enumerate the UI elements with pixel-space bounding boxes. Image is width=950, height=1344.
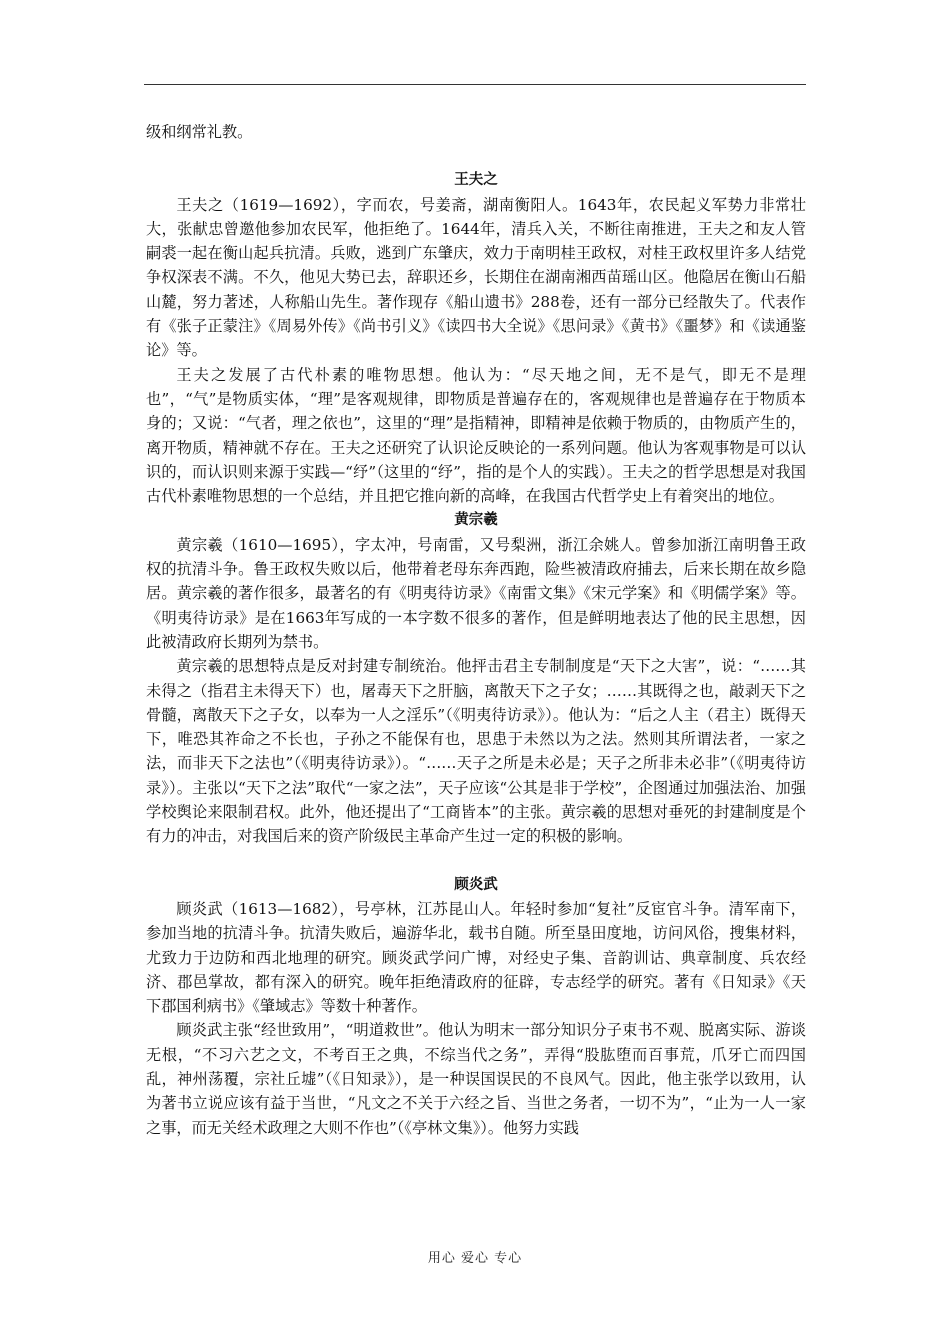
- paragraph: 王夫之发展了古代朴素的唯物思想。他认为：“尽天地之间，无不是气，即无不是理也”，“气”是物质实体，“理”是客观规律，即物质是普遍存在的，客观规律也是普遍存在于物质本身的；又说：“气者，理之依也”，这里的“理”是指精神，即精神是依赖于物质的，由物质产生的，离开物质，精神就不存在。王夫之还研究了认识论反映论的一系列问题。他认为客观事物是可以认识的，而认识则来源于实践—“纾”（这里的“纾”，指的是个人的实践）。王夫之的哲学思想是对我国古代朴素唯物思想的一个总结，并且把它推向新的高峰，在我国古代哲学史上有着突出的地位。: [146, 365, 806, 506]
- paragraph: 顾炎武主张“经世致用”，“明道救世”。他认为明末一部分知识分子束书不观、脱离实际、游谈无根，“不习六艺之文，不考百王之典，不综当代之务”，弄得“股肱堕而百事荒，爪牙亡而四国乱，神州荡覆，宗社丘墟”（《日知录》），是一种误国误民的不良风气。因此，他主张学以致用，认为著书立说应该有益于当世，“凡文之不关于六经之旨、当世之务者，一切不为”，“止为一人一家之事，而无关经术政理之大则不作也”（《亭林文集》）。他努力实践: [146, 1021, 806, 1137]
- paragraph: 黄宗羲（1610—1695），字太冲，号南雷，又号梨洲，浙江余姚人。曾参加浙江南明鲁王政权的抗清斗争。鲁王政权失败以后，他带着老母东奔西跑，险些被清政府捕去，后来长期在故乡隐居。黄宗羲的著作很多，最著名的有《明夷待访录》《南雷文集》《宋元学案》和《明儒学案》等。《明夷待访录》是在1663年写成的一本字数不很多的著作，但是鲜明地表达了他的民主思想，因此被清政府长期列为禁书。: [146, 535, 806, 651]
- page-footer: 用心 爱心 专心: [427, 1251, 523, 1266]
- paragraph: 王夫之（1619—1692），字而农，号姜斋，湖南衡阳人。1643年，农民起义军势力非常壮大，张献忠曾邀他参加农民军，他拒绝了。1644年，清兵入关，不断往南推进，王夫之和友人管嗣裘一起在衡山起兵抗清。兵败，逃到广东肇庆，效力于南明桂王政权，对桂王政权里许多人结党争权深表不满。不久，他见大势已去，辞职还乡，长期住在湖南湘西苗瑶山区。他隐居在衡山石船山麓，努力著述，人称船山先生。著作现存《船山遗书》288卷，还有一部分已经散失了。代表作有《张子正蒙注》《周易外传》《尚书引义》《读四书大全说》《思问录》《黄书》《噩梦》和《读通鉴论》等。: [146, 195, 806, 360]
- lead-text: 级和纲常礼教。: [146, 123, 253, 141]
- document-body: [146, 120, 806, 1140]
- paragraph: 顾炎武（1613—1682），号亭林，江苏昆山人。年轻时参加“复社”反宦官斗争。清军南下，参加当地的抗清斗争。抗清失败后，遍游华北，载书自随。所至垦田度地，访问风俗，搜集材料，尤致力于边防和西北地理的研究。顾炎武学问广博，对经史子集、音韵训诂、典章制度、兵农经济、郡邑掌故，都有深入的研究。晚年拒绝清政府的征辟，专志经学的研究。著有《日知录》《天下郡国利病书》《肇域志》等数十种著作。: [146, 899, 806, 1016]
- section-title-gu-yanwu: 顾炎武: [454, 876, 498, 893]
- header-rule: [144, 84, 806, 85]
- section-title-wang-fuzhi: 王夫之: [454, 172, 498, 189]
- section-title-huang-zongxi: 黄宗羲: [454, 512, 498, 529]
- paragraph: 黄宗羲的思想特点是反对封建专制统治。他抨击君主专制制度是“天下之大害”，说：“……其未得之（指君主未得天下）也，屠毒天下之肝脑，离散天下之子女；……其既得之也，敲剥天下之骨髓，离散天下之子女，以奉为一人之淫乐”（《明夷待访录》）。他认为：“后之人主（君主）既得天下，唯恐其祚命之不长也，子孙之不能保有也，思患于未然以为之法。然则其所谓法者，一家之法，而非天下之法也”（《明夷待访录》）。“……天子之所是未必是；天子之所非未必非”（《明夷待访录》）。主张以“天下之法”取代“一家之法”，天子应该“公其是非于学校”，企图通过加强法治、加强学校舆论来限制君权。此外，他还提出了“工商皆本”的主张。黄宗羲的思想对垂死的封建制度是个有力的冲击，对我国后来的资产阶级民主革命产生过一定的积极的影响。: [146, 657, 806, 846]
